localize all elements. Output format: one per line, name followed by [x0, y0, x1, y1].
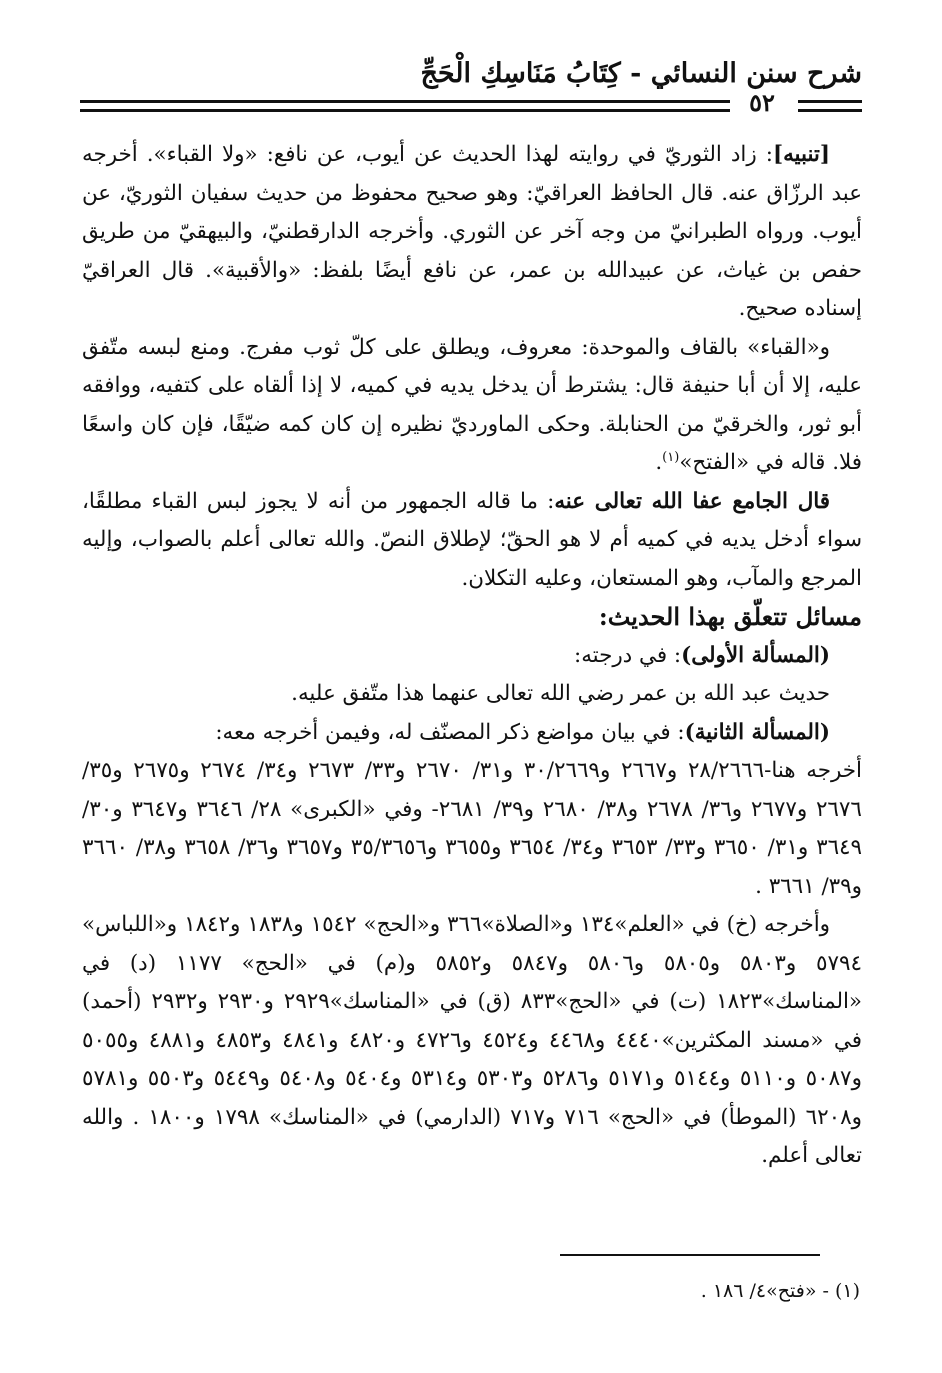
paragraph-qaba — [82, 329, 862, 483]
question-two — [82, 714, 862, 753]
footnote-ref: (١) — [662, 449, 680, 465]
tanbih-label: [تنبيه] — [772, 142, 830, 167]
section-heading: مسائل تتعلّق بهذا الحديث: — [598, 602, 862, 631]
question-one-text: : في درجته: — [574, 642, 682, 668]
running-title: شرح سنن النسائي - كِتَابُ مَنَاسِكِ الْحَجِّ — [420, 58, 862, 89]
compiler-text: : ما قاله الجمهور من أنه لا يجوز لبس القباء مطلقًا، سواء أدخل يديه في كميه أم لا هو الحقّ؛ لإطلاق النصّ. والله تعالى أعلم بالصواب، وإليه المرجع والمآب، وهو المستعان، وعليه التكلان. — [82, 488, 862, 591]
page-number: ٥٢ — [749, 88, 775, 117]
qaba-end: . — [655, 450, 663, 475]
main-text — [82, 136, 862, 1176]
header-rule-top-left — [80, 100, 730, 103]
header-rule-bottom-left — [80, 109, 730, 112]
paragraph-tanbih — [82, 136, 862, 329]
header-rule-bottom-right — [798, 109, 862, 112]
paragraph-compiler — [82, 483, 862, 599]
question-one-body: حديث عبد الله بن عمر رضي الله تعالى عنهما هذا متّفق عليه. — [291, 681, 830, 706]
tanbih-text: : زاد الثوريّ في روايته لهذا الحديث عن أيوب، عن نافع: «ولا القباء». أخرجه عبد الرزّاق عنه. قال الحافظ العراقيّ: وهو صحيح محفوظ من حديث سفيان الثوريّ، عن أيوب. ورواه الطبرانيّ من وجه آخر عن الثوري. وأخرجه الدارقطنيّ، والبيهقيّ من طريق حفص بن غياث، عن عبيدالله بن عمر، عن نافع أيضًا بلفظ: «والأقبية». قال العراقيّ إسناده صحيح. — [82, 142, 862, 321]
question-two-text: : في بيان مواضع ذكر المصنّف له، وفيمن أخرجه معه: — [215, 719, 685, 745]
footnote: (١) - «فتح»٤/ ١٨٦ . — [700, 1280, 860, 1302]
question-one-label: (المسألة الأولى) — [681, 642, 830, 668]
question-two-body-2: وأخرجه (خ) في «العلم»١٣٤ و«الصلاة»٣٦٦ و«الحج» ١٥٤٢ و١٨٣٨ و١٨٤٢ و«اللباس» ٥٧٩٤ و٥٨٠٣ و٥٨٠٥ و٥٨٠٦ و٥٨٤٧ و٥٨٥٢ و(م) في «الحج» ١١٧٧ (د) في «المناسك»١٨٢٣ (ت) في «الحج»٨٣٣ (ق) في «المناسك»٢٩٢٩ و٢٩٣٠ و٢٩٣٢ (أحمد) في «مسند المكثرين»٤٤٤٠ و٤٤٦٨ و٤٥٢٤ و٤٧٢٦ و٤٨٢٠ و٤٨٤١ و٤٨٥٣ و٤٨٨١ و٥٠٥٥ و٥٠٨٧ و٥١١٠ و٥١٤٤ و٥١٧١ و٥٢٨٦ و٥٣٠٣ و٥٣١٤ و٥٤٠٤ و٥٤٠٨ و٥٤٤٩ و٥٥٠٣ و٥٧٨١ و٦٢٠٨ (الموطأ) في «الحج» ٧١٦ و٧١٧ (الدارمي) في «المناسك» ١٧٩٨ و١٨٠٠ . والله تعالى أعلم. — [82, 912, 862, 1168]
question-two-label: (المسألة الثانية) — [684, 719, 830, 745]
qaba-text: و«القباء» بالقاف والموحدة: معروف، ويطلق على كلّ ثوب مفرج. ومنع لبسه متّفق عليه، إلا أن أبا حنيفة قال: يشترط أن يدخل يديه في كميه، لا إذا ألقاه على كتفيه، ووافقه أبو ثور، والخرقيّ من الحنابلة. وحكى الماورديّ نظيره إن كان كمه ضيّقًا، فإن كان واسعًا فلا. قاله في «الفتح» — [82, 334, 862, 475]
compiler-label: قال الجامع عفا الله تعالى عنه — [554, 488, 830, 514]
header-rule-top-right — [798, 100, 862, 103]
footnote-rule — [560, 1254, 820, 1256]
question-two-body: أخرجه هنا-٢٨/٢٦٦٦ و٢٦٦٧ و٣٠/٢٦٦٩ و٣١/ ٢٦٧٠ و٣٣/ ٢٦٧٣ و٣٤/ ٢٦٧٤ و٢٦٧٥ و٣٥/ ٢٦٧٦ و٢٦٧٧ و٣٦/ ٢٦٧٨ و٣٨/ ٢٦٨٠ و٣٩/ ٢٦٨١- وفي «الكبرى» ٢٨/ ٣٦٤٦ و٣٦٤٧ و٣٠/ ٣٦٤٩ و٣١/ ٣٦٥٠ و٣٣/ ٣٦٥٣ و٣٤/ ٣٦٥٤ و٣٦٥٥ و٣٥/٣٦٥٦ و٣٦٥٧ و٣٦/ ٣٦٥٨ و٣٨/ ٣٦٦٠ و٣٩/ ٣٦٦١ . — [82, 758, 863, 899]
question-one — [82, 637, 862, 676]
